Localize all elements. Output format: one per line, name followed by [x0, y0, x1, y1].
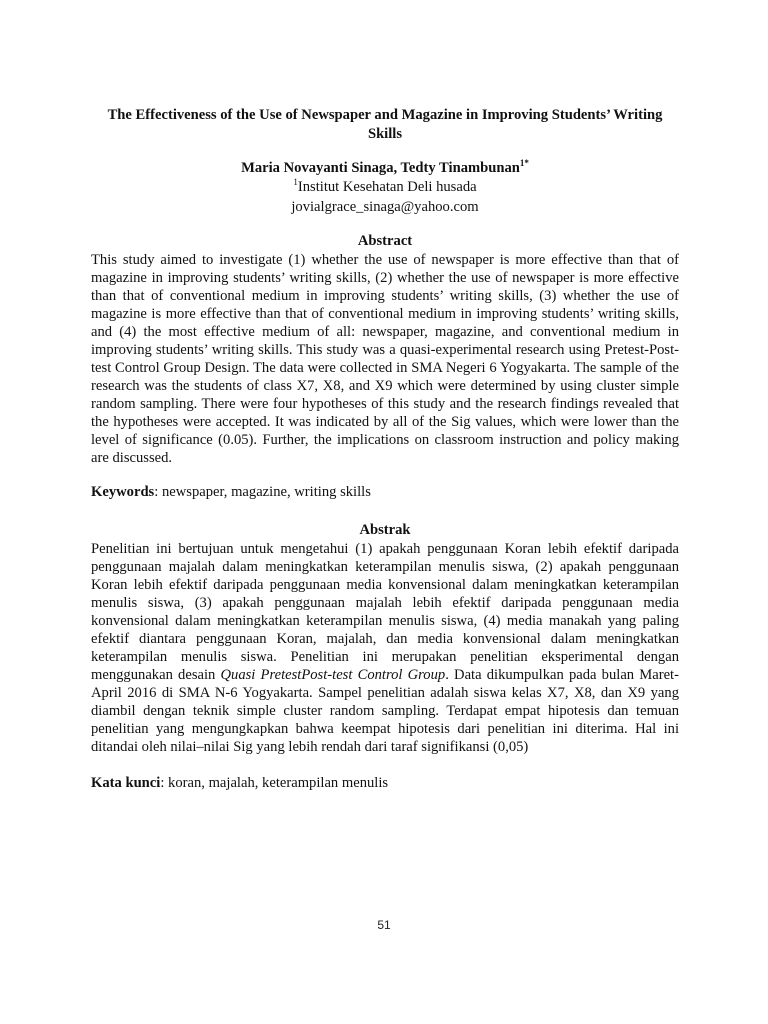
kata-kunci-text: : koran, majalah, keterampilan menulis — [160, 775, 389, 791]
keywords-text: : newspaper, magazine, writing skills — [154, 484, 371, 500]
kata-kunci-line — [91, 774, 679, 792]
abstract-paragraph: This study aimed to investigate (1) whether the use of newspaper is more effective than that of magazine in improving students’ writing skills, (2) whether the use of newspaper is more effective than that of conventional medium in improving students’ writing skills, (3) whether the use of magazine is more effective than that of conventional medium in improving students’ writing skills, and (4) the most effective medium of all: newspaper, magazine, and conventional medium in improving students’ writing skills. This study was a quasi-experimental research using Pretest-Post-test Control Group Design. The data were collected in SMA Negeri 6 Yogyakarta. The sample of the research was the students of class X7, X8, and X9 which were determined by using cluster simple random sampling. There were four hypotheses of this study and the research findings revealed that the hypotheses were accepted. It was indicated by all of the Sig values, which were lower than the level of significance (0.05). Further, the implications on classroom instruction and policy making are discussed. — [91, 252, 679, 466]
author-superscript: 1* — [519, 158, 529, 169]
keywords-label: Keywords — [91, 484, 155, 500]
affiliation-name: Institut Kesehatan Deli husada — [297, 179, 477, 195]
author-names: Maria Novayanti Sinaga, Tedty Tinambunan — [241, 160, 520, 176]
author-list — [91, 159, 679, 177]
author-email: jovialgrace_sinaga@yahoo.com — [291, 199, 479, 215]
abstrak-paragraph — [91, 540, 679, 756]
abstrak-heading: Abstrak — [359, 522, 411, 538]
abstrak-italic-design: Quasi PretestPost-test Control Group — [220, 667, 446, 683]
abstract-heading: Abstract — [357, 233, 413, 249]
paper-title: The Effectiveness of the Use of Newspaper and Magazine in Improving Students’ Writing Skills — [107, 107, 663, 142]
abstrak-text-part-2: . Data dikumpulkan pada bulan Maret-April 2016 di SMA N-6 Yogyakarta. Sampel penelitian adalah siswa kelas X7, X8, dan X9 yang diambil dengan teknik simple cluster random sampling. Terdapat empat hipotesis dan temuan penelitian yang mengungkapkan bahwa keempat hipotesis dari penelitian ini diterima. Hal ini ditandai oleh nilai–nilai Sig yang lebih rendah dari taraf signifikansi (0,05) — [91, 667, 679, 755]
paper-page — [91, 106, 679, 792]
abstrak-text-part-1: Penelitian ini bertujuan untuk mengetahui (1) apakah penggunaan Koran lebih efektif daripada penggunaan majalah dalam meningkatkan keterampilan menulis siswa, (2) apakah penggunaan Koran lebih efektif daripada penggunaan media konvensional dalam meningkatkan keterampilan menulis siswa, (3) apakah penggunaan majalah lebih efektif daripada penggunaan media konvensional dalam meningkatkan keterampilan menulis siswa, (4) media manakah yang paling efektif diantara penggunaan Koran, majalah, dan media konvensional dalam meningkatkan keterampilan menulis siswa. Penelitian ini merupakan penelitian eksperimental dengan menggunakan desain — [91, 541, 679, 683]
keywords-line — [91, 483, 679, 501]
affiliation — [91, 177, 679, 197]
affiliation-superscript: 1 — [293, 177, 298, 188]
kata-kunci-label: Kata kunci — [91, 775, 161, 791]
page-number: 51 — [377, 918, 391, 932]
